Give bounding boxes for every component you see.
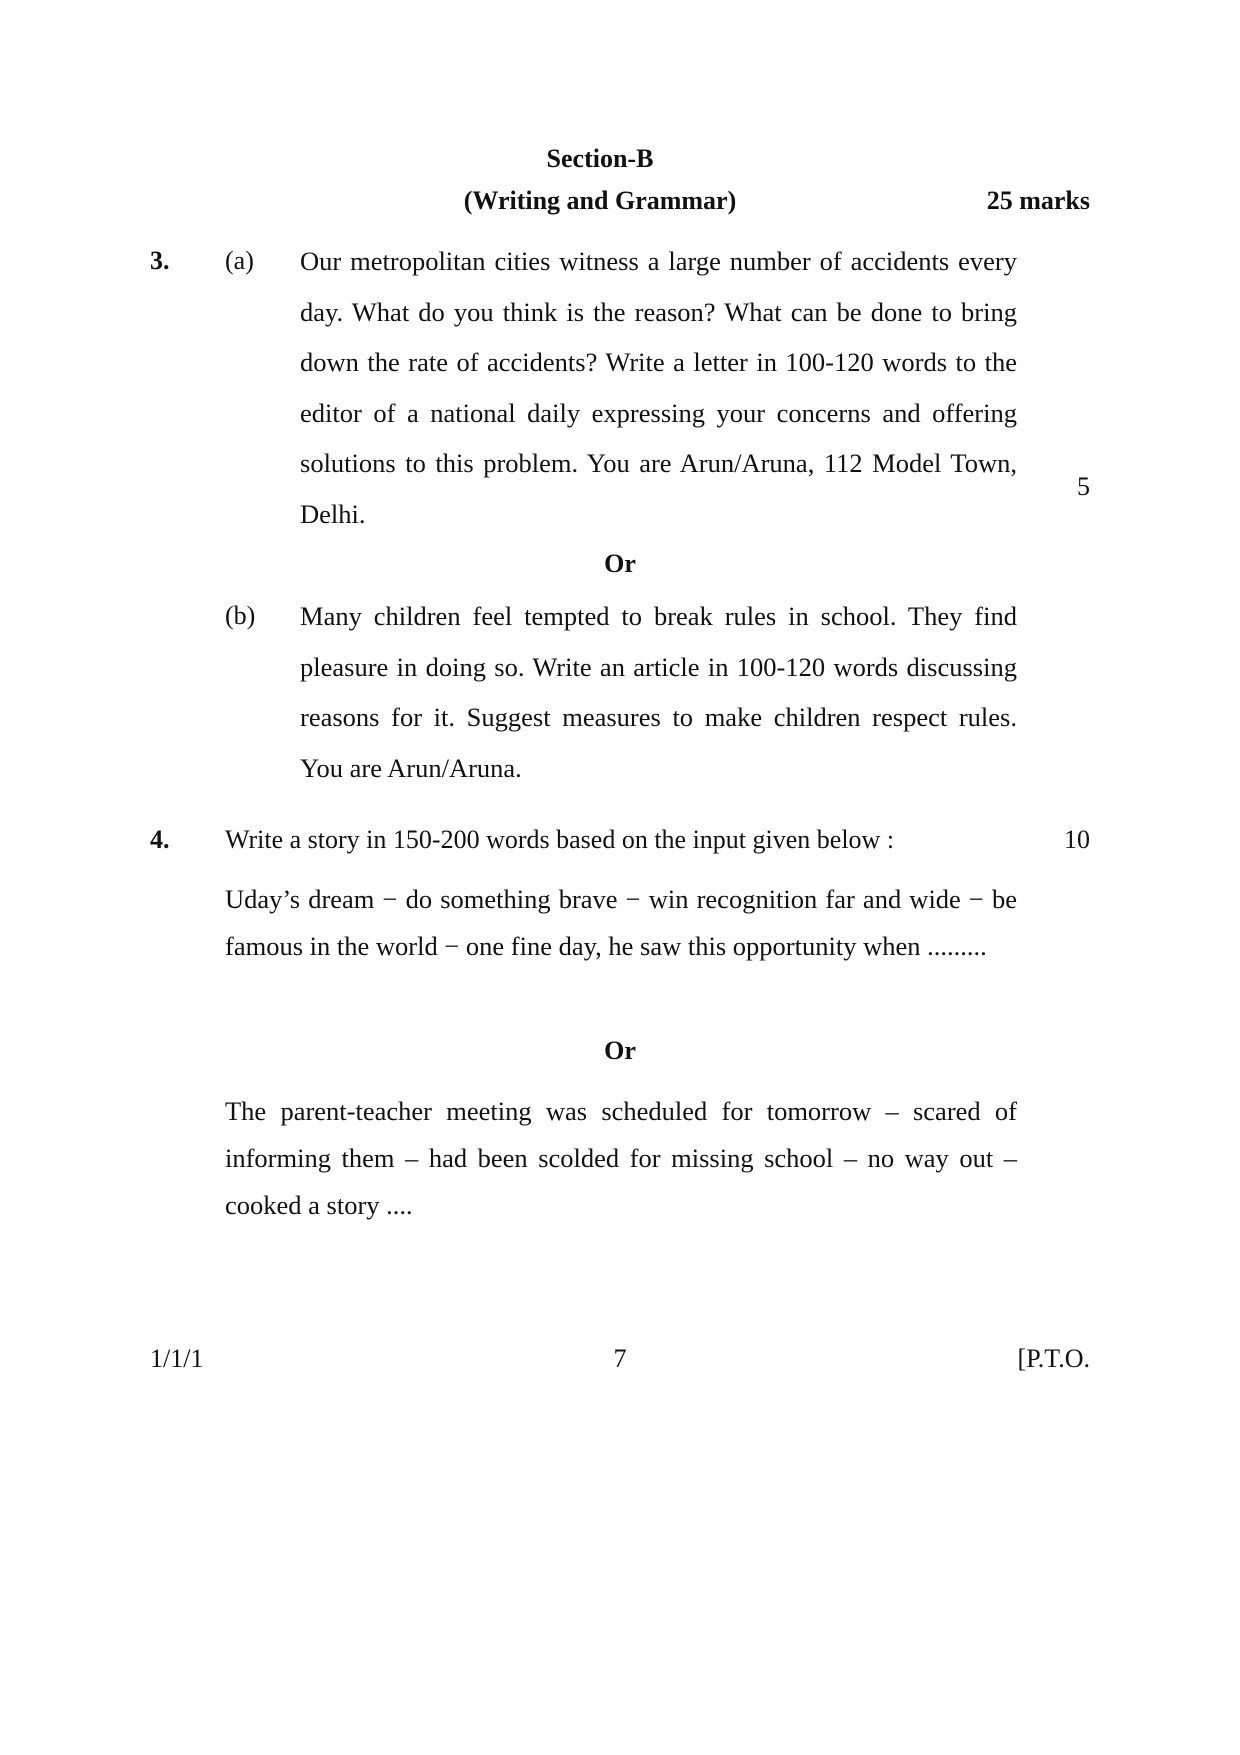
question-3a-marks: 5 xyxy=(1077,472,1090,501)
question-4-marks: 10 xyxy=(1064,825,1090,854)
question-4-option-2: The parent-teacher meeting was scheduled for tomorrow – scared of informing them – had been scolded for missing school – no way out – cooked a story .... xyxy=(225,1096,1017,1220)
question-3-number: 3. xyxy=(150,246,170,275)
page-number: 7 xyxy=(613,1344,627,1373)
question-4-prompt: Write a story in 150-200 words based on the input given below : xyxy=(225,825,895,854)
question-3a-text: Our metropolitan cities witness a large number of accidents every day. What do you think is the reason? What can be done to bring down the rate of accidents? Write a letter in 100-120 words to the editor of a national daily expressing your concerns and offering solutions to this problem. You are Arun/Aruna, 112 Model Town, Delhi. xyxy=(300,246,1017,529)
question-3-or: Or xyxy=(604,549,636,578)
section-marks: 25 marks xyxy=(986,186,1090,215)
question-4-option-1: Uday’s dream − do something brave − win recognition far and wide − be famous in the world − one fine day, he saw this opportunity when ......... xyxy=(225,884,1017,961)
question-4-or: Or xyxy=(604,1036,636,1065)
question-3a-label: (a) xyxy=(225,246,254,275)
paper-code: 1/1/1 xyxy=(150,1344,204,1373)
question-3b-text: Many children feel tempted to break rules in school. They find pleasure in doing so. Write an article in 100-120 words discussing reasons for it. Suggest measures to make children respect rules. You are Arun/Aruna. xyxy=(300,601,1017,783)
question-4-number: 4. xyxy=(150,825,170,854)
question-3b-label: (b) xyxy=(225,601,256,630)
section-title: Section-B xyxy=(546,144,654,173)
pto-note: [P.T.O. xyxy=(1017,1344,1090,1373)
section-subtitle: (Writing and Grammar) xyxy=(463,186,737,215)
